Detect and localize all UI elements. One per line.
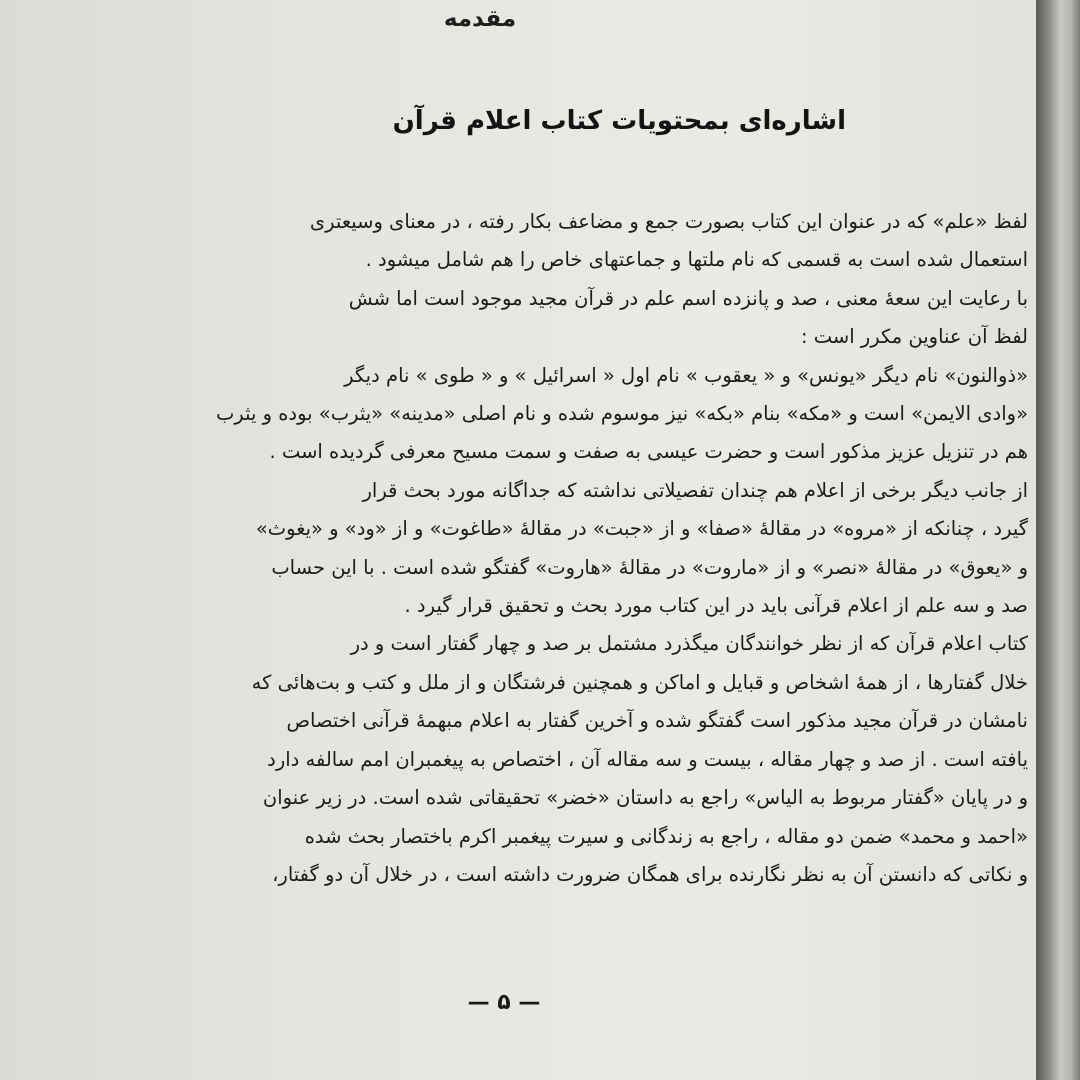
text-line: کتاب اعلام قرآن که از نظر خوانندگان میگذرد مشتمل بر صد و چهار گفتار است و در [350, 632, 1028, 656]
body-text [64, 203, 1028, 894]
text-line: «احمد و محمد» ضمن دو مقاله ، راجع به زندگانی و سیرت پیغمبر اکرم باختصار بحث شده [304, 824, 1028, 848]
text-line: خلال گفتارها ، از همهٔ اشخاص و قبایل و اماکن و همچنین فرشتگان و از ملل و کتب و بت‌هائی که [251, 670, 1028, 694]
text-line: لفظ آن عناوین مکرر است : [800, 325, 1028, 349]
text-line: استعمال شده است به قسمی که نام ملتها و جماعتهای خاص را هم شامل میشود . [365, 248, 1028, 272]
text-line: یافته است . از صد و چهار مقاله ، بیست و سه مقاله آن ، اختصاص به پیغمبران امم سالفه دارد [267, 747, 1028, 771]
page-fold-shadow [1036, 0, 1080, 1080]
text-line: با رعایت این سعهٔ معنی ، صد و پانزده اسم علم در قرآن مجید موجود است اما شش [348, 286, 1028, 310]
text-line: صد و سه علم از اعلام قرآنی باید در این کتاب مورد بحث و تحقیق قرار گیرد . [404, 594, 1028, 618]
text-line: لفظ «علم» که در عنوان این کتاب بصورت جمع و مضاعف بکار رفته ، در معنای وسیعتری [309, 210, 1028, 233]
text-line: «ذوالنون» نام دیگر «یونس» و « یعقوب » نام اول « اسرائیل » و « طوی » نام دیگر [344, 363, 1028, 387]
section-title: اشاره‌ای بمحتویات کتاب اعلام قرآن [392, 106, 846, 136]
text-line: و در پایان «گفتار مربوط به الیاس» راجع به داستان «خضر» تحقیقاتی شده است. در زیر عنوان [262, 786, 1028, 810]
text-line: و نکاتی که دانستن آن به نظر نگارنده برای همگان ضرورت داشته است ، در خلال آن دو گفتار، [272, 862, 1028, 886]
text-line: از جانب دیگر برخی از اعلام هم چندان تفصیلاتی نداشته که جداگانه مورد بحث قرار [362, 478, 1028, 502]
running-head: مقدمه [443, 6, 517, 32]
text-line: نامشان در قرآن مجید مذکور است گفتگو شده و آخرین گفتار به اعلام مبهمهٔ قرآنی اختصاص [286, 709, 1028, 733]
page-number: — ۵ — [467, 990, 541, 1015]
text-line: گیرد ، چنانکه از «مروه» در مقالهٔ «صفا» و از «جبت» در مقالهٔ «طاغوت» و از «ود» و «یغوث» [255, 517, 1028, 541]
text-line: «وادی الایمن» است و «مکه» بنام «بکه» نیز موسوم شده و نام اصلی «مدینه» «یثرب» بوده و یثرب [215, 402, 1028, 426]
text-line: هم در تنزیل عزیز مذکور است و حضرت عیسی به صفت و سمت مسیح معرفی گردیده است . [269, 440, 1028, 464]
text-line: و «یعوق» در مقالهٔ «نصر» و از «ماروت» در مقالهٔ «هاروت» گفتگو شده است . با این حساب [271, 555, 1028, 579]
